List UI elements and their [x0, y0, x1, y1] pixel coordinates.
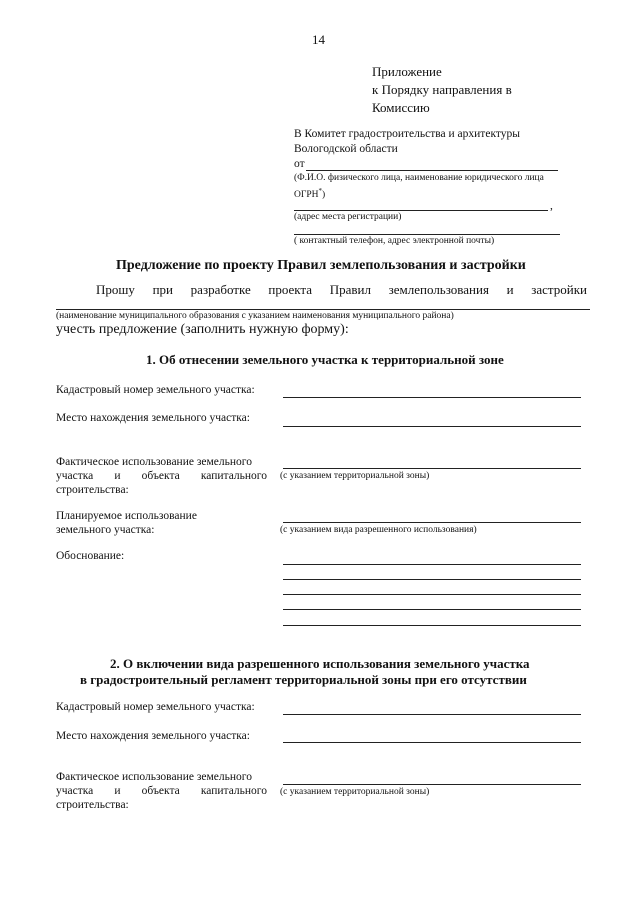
s2-actual-use-label-2: участка и объекта капитального	[56, 785, 267, 797]
address-comma: ,	[550, 200, 553, 212]
s2-cadastral-label: Кадастровый номер земельного участка:	[56, 701, 255, 713]
s1-justification-line[interactable]	[283, 579, 581, 580]
s1-justification-line[interactable]	[283, 625, 581, 626]
municipality-line[interactable]	[56, 309, 590, 310]
s1-planned-use-hint: (с указанием вида разрешенного использования)	[280, 525, 477, 535]
s1-justification-line[interactable]	[283, 594, 581, 595]
request-word: при	[152, 282, 173, 297]
s1-actual-use-field[interactable]	[283, 468, 581, 469]
s1-cadastral-field[interactable]	[283, 397, 581, 398]
appendix-line-1: Приложение	[372, 64, 442, 79]
request-continuation: учесть предложение (заполнить нужную форму):	[56, 322, 349, 337]
s2-actual-use-field[interactable]	[283, 784, 581, 785]
request-word: застройки	[531, 282, 587, 297]
municipality-hint: (наименование муниципального образования с указанием наименования муниципального района)	[56, 311, 454, 321]
s2-actual-use-label-1: Фактическое использование земельного	[56, 771, 252, 783]
s1-cadastral-label: Кадастровый номер земельного участка:	[56, 384, 255, 396]
request-word: проекта	[268, 282, 313, 297]
request-word: Правил	[329, 282, 371, 297]
s1-location-label: Место нахождения земельного участка:	[56, 412, 250, 424]
page-number: 14	[312, 32, 325, 47]
address-hint: (адрес места регистрации)	[294, 212, 402, 222]
section-2-heading-line-2: в градостроительный регламент территориальной зоны при его отсутствии	[80, 672, 527, 687]
s1-justification-label: Обоснование:	[56, 550, 125, 562]
request-word: и	[506, 282, 514, 297]
s1-actual-use-label-3: строительства:	[56, 484, 129, 496]
contacts-hint: ( контактный телефон, адрес электронной почты)	[294, 236, 495, 246]
contacts-line[interactable]	[294, 234, 560, 235]
appendix-line-3: Комиссию	[372, 100, 430, 115]
s1-justification-line[interactable]	[283, 609, 581, 610]
name-hint-line-1: (Ф.И.О. физического лица, наименование юридического лица	[294, 173, 544, 183]
s2-cadastral-field[interactable]	[283, 714, 581, 715]
s1-planned-use-label-1: Планируемое использование	[56, 510, 197, 522]
addressee-line-2: Вологодской области	[294, 143, 398, 155]
address-line[interactable]	[294, 210, 548, 211]
s1-actual-use-label-2: участка и объекта капитального	[56, 470, 267, 482]
sender-name-line[interactable]	[306, 170, 558, 171]
s2-location-label: Место нахождения земельного участка:	[56, 730, 250, 742]
s1-actual-use-hint: (с указанием территориальной зоны)	[280, 471, 430, 481]
section-2-heading-line-1: 2. О включении вида разрешенного использования земельного участка	[110, 656, 530, 671]
addressee-line-1: В Комитет градостроительства и архитектуры	[294, 128, 520, 140]
s1-planned-use-label-2: земельного участка:	[56, 524, 155, 536]
from-label: от	[294, 158, 305, 170]
s1-location-field[interactable]	[283, 426, 581, 427]
s2-location-field[interactable]	[283, 742, 581, 743]
s1-justification-line[interactable]	[283, 564, 581, 565]
section-1-heading: 1. Об отнесении земельного участка к территориальной зоне	[146, 352, 504, 367]
request-line	[96, 282, 587, 298]
s2-actual-use-hint: (с указанием территориальной зоны)	[280, 787, 430, 797]
request-word: разработке	[190, 282, 251, 297]
appendix-line-2: к Порядку направления в	[372, 82, 512, 97]
s1-planned-use-field[interactable]	[283, 522, 581, 523]
document-title: Предложение по проекту Правил землепользования и застройки	[116, 258, 526, 273]
s2-actual-use-label-3: строительства:	[56, 799, 129, 811]
request-word: Прошу	[96, 282, 135, 297]
request-word: землепользования	[388, 282, 489, 297]
name-hint-line-2: ОГРН*)	[294, 187, 326, 201]
s1-actual-use-label-1: Фактическое использование земельного	[56, 456, 252, 468]
